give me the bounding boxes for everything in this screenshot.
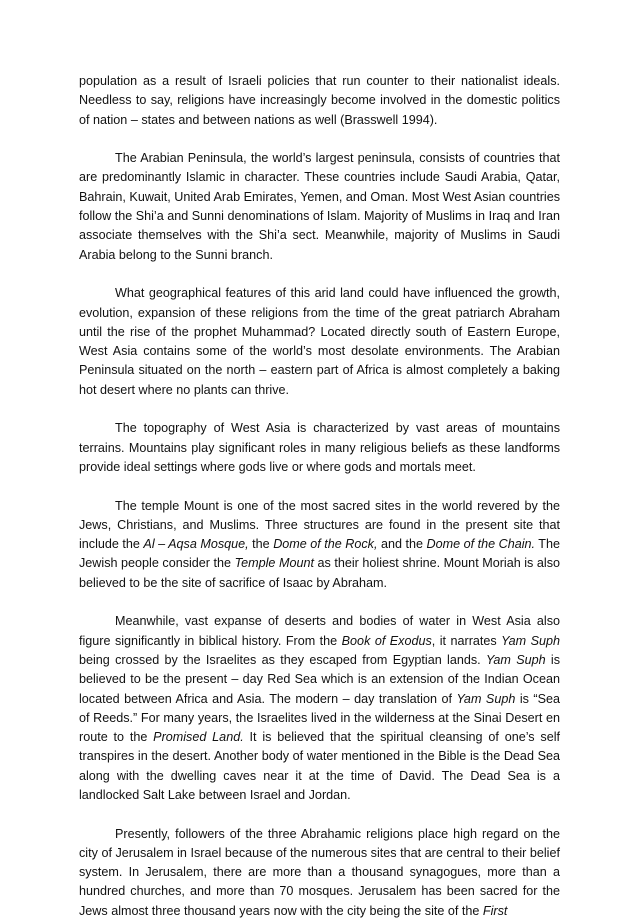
paragraph-2 (79, 149, 560, 265)
paragraph-1-text: population as a result of Israeli policies that run counter to their nationalist ideals. Needless to say, religions have increasingly become involved in the domestic politics of nation – states and between nations as well (Brasswell 1994). (79, 74, 560, 127)
paragraph-6-text: being crossed by the Israelites as they escaped from Egyptian lands. (79, 652, 486, 667)
paragraph-1 (79, 72, 560, 130)
paragraph-6 (79, 612, 560, 805)
document-page (79, 72, 560, 921)
paragraph-5-text: The temple Mount is one of the most sacred sites in the world revered by the Jews, Christians, and Muslims. Three structures are found in the present site that include the (79, 498, 560, 552)
paragraph-4-text: The topography of West Asia is characterized by vast areas of mountains terrains. Mountains play significant roles in many religious beliefs as these landforms provide ideal settings where gods live or where gods and mortals meet. (79, 421, 560, 474)
paragraph-5-text: as their holiest shrine. Mount Moriah is also believed to be the site of sacrifice of Isaac by Abraham. (79, 556, 561, 590)
italic-term: Yam Suph (501, 633, 561, 648)
italic-term: Promised Land. (153, 730, 244, 745)
paragraph-4 (79, 419, 560, 477)
paragraph-3 (79, 284, 560, 400)
paragraph-6-text: is believed to be the present – day Red Sea which is an extension of the Indian Ocean located between Africa and Asia. The modern – day translation of (79, 652, 561, 706)
paragraph-5-text: The Jewish people consider the (79, 537, 561, 571)
italic-term: Temple Mount (234, 556, 314, 571)
paragraph-5-text: the (248, 537, 274, 552)
paragraph-6-text: , it narrates (431, 633, 502, 648)
italic-term: Yam Suph (485, 652, 546, 667)
paragraph-6-text: Meanwhile, vast expanse of deserts and bodies of water in West Asia also figure significantly in biblical history. From the (79, 614, 560, 648)
italic-term: Book of Exodus (341, 633, 432, 648)
paragraph-5-text: and the (377, 537, 427, 552)
paragraph-2-text: The Arabian Peninsula, the world’s largest peninsula, consists of countries that are predominantly Islamic in character. These countries include Saudi Arabia, Qatar, Bahrain, Kuwait, United Arab Emirates, Yemen, and Oman. Most West Asian countries follow the Shi’a and Sunni denominations of Islam. Majority of Muslims in Iraq and Iran associate themselves with the Shi’a sect. Meanwhile, majority of Muslims in Saudi Arabia belong to the Sunni branch. (79, 151, 560, 262)
paragraph-5 (79, 497, 560, 593)
paragraph-7 (79, 825, 560, 921)
italic-term: Al – Aqsa Mosque, (143, 537, 249, 552)
paragraph-6-text: is “Sea of Reeds.” For many years, the Israelites lived in the wilderness at the Sinai Desert en route to the (79, 691, 560, 745)
paragraph-6-text: It is believed that the spiritual cleansing of one’s self transpires in the desert. Another body of water mentioned in the Bible is the Dead Sea along with the dwelling caves near it at the time of David. The Dead Sea is a landlocked Salt Lake between Israel and Jordan. (79, 730, 560, 802)
italic-term: First (482, 903, 508, 918)
paragraph-3-text: What geographical features of this arid land could have influenced the growth, evolution, expansion of these religions from the time of the great patriarch Abraham until the rise of the prophet Muhammad? Located directly south of Eastern Europe, West Asia contains some of the world’s most desolate environments. The Arabian Peninsula situated on the north – eastern part of Africa is almost completely a baking hot desert where no plants can thrive. (79, 286, 560, 397)
italic-term: Yam Suph (456, 691, 516, 706)
italic-term: Dome of the Rock, (273, 537, 378, 552)
paragraph-7-text: Presently, followers of the three Abrahamic religions place high regard on the city of Jerusalem in Israel because of the numerous sites that are central to their belief system. In Jerusalem, there are more than a thousand synagogues, more than a hundred churches, and more than 70 mosques. Jerusalem has been sacred for the Jews almost three thousand years now with the city being the site of the (79, 826, 560, 918)
italic-term: Dome of the Chain. (426, 537, 536, 552)
